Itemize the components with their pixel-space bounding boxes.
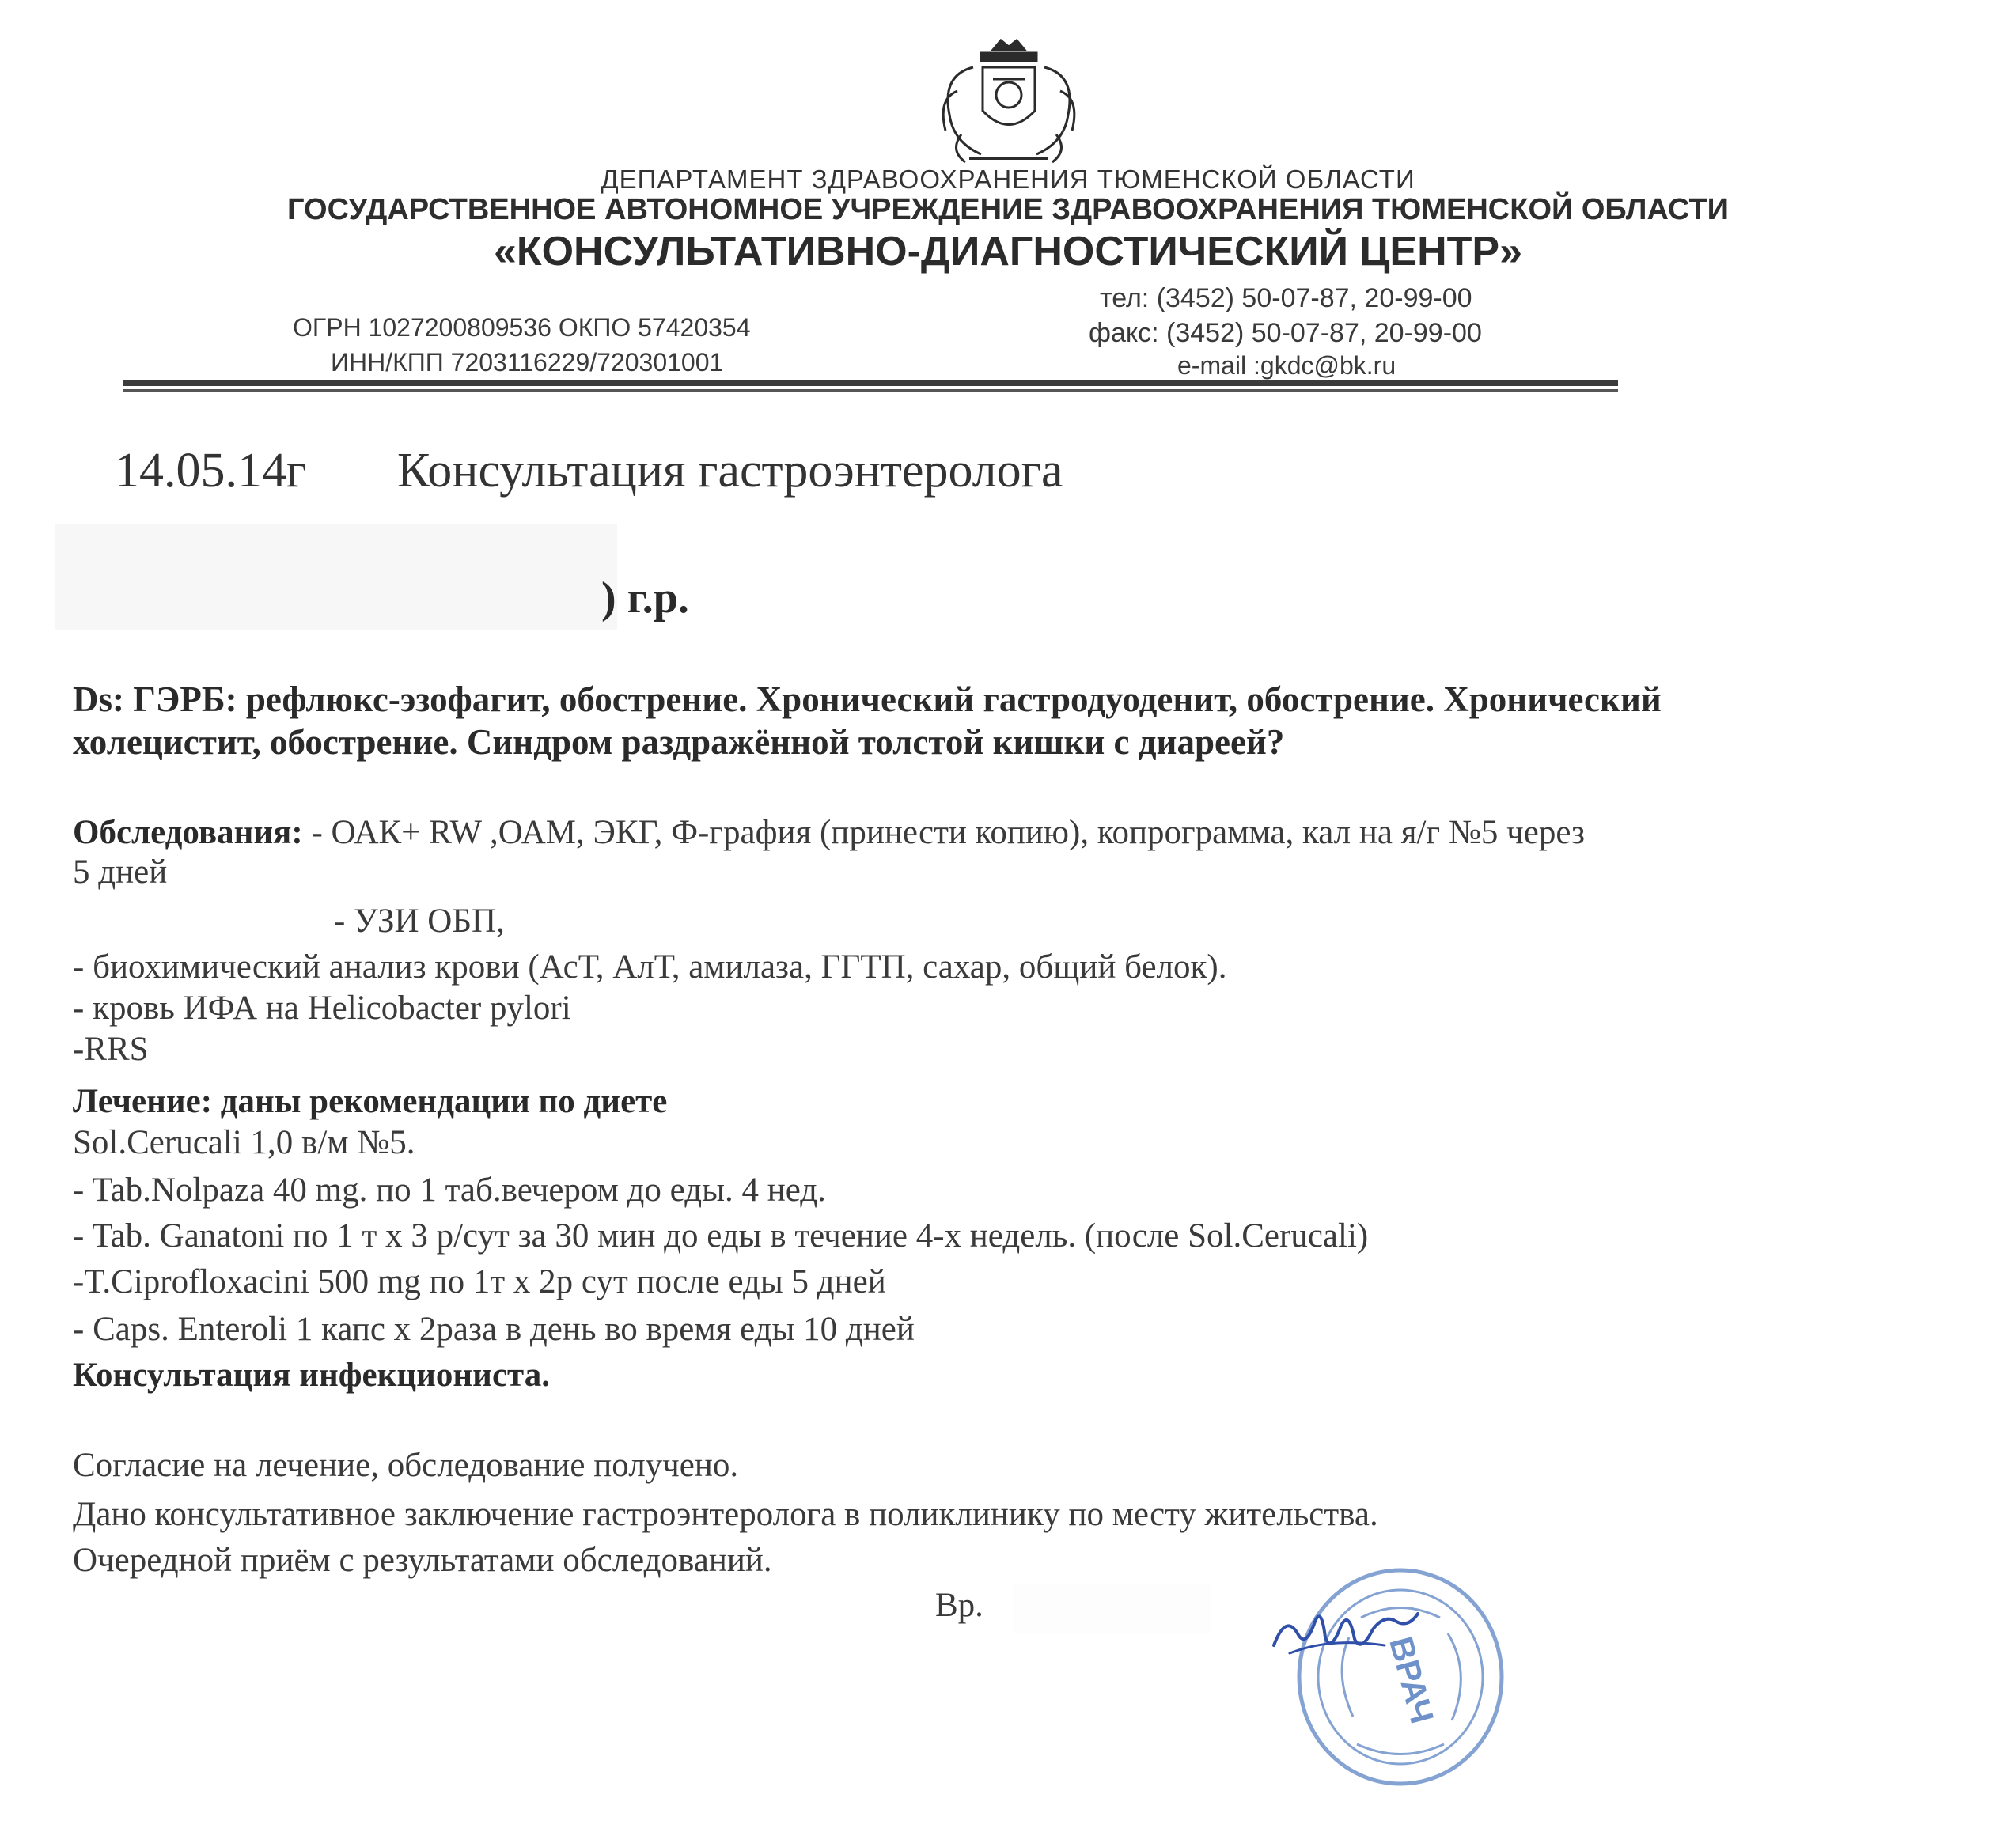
patient-name-redaction	[55, 524, 617, 630]
patient-birth-year: ) г.р.	[601, 573, 689, 623]
treatment-line: - Tab.Nolpaza 40 mg. по 1 таб.вечером до еды. 4 нед.	[73, 1171, 826, 1209]
diagnosis-line: холецистит, обострение. Синдром раздражённой толстой кишки с диареей?	[73, 722, 1285, 762]
exams-first-item: - ОАК+ RW ,ОАМ, ЭКГ, Ф-графия (принести копию), копрограмма, кал на я/г №5 через	[302, 814, 1585, 851]
consultation-date: 14.05.14г	[115, 444, 307, 498]
exams-line: - УЗИ ОБП,	[334, 903, 505, 940]
treatment-line: -T.Ciprofloxacini 500 mg по 1т х 2р сут после еды 5 дней	[73, 1263, 886, 1300]
closing-line: Согласие на лечение, обследование получено.	[73, 1447, 739, 1484]
treatment-heading: Лечение: даны рекомендации по диете	[73, 1083, 668, 1120]
inn-kpp: ИНН/КПП 7203116229/720301001	[331, 348, 724, 377]
stamp-label: ВРАЧ	[1382, 1633, 1442, 1728]
institution-name: ГОСУДАРСТВЕННОЕ АВТОНОМНОЕ УЧРЕЖДЕНИЕ ЗДРАВООХРАНЕНИЯ ТЮМЕНСКОЙ ОБЛАСТИ	[287, 193, 1729, 226]
header-divider	[123, 380, 1618, 386]
coat-of-arms-emblem	[926, 36, 1092, 174]
treatment-line: - Caps. Enteroli 1 капс х 2раза в день во время еды 10 дней	[73, 1311, 915, 1348]
header-divider-thin	[123, 389, 1618, 392]
treatment-line: - Tab. Ganatoni по 1 т х 3 р/сут за 30 мин до еды в течение 4-х недель. (после Sol.Cerucali)	[73, 1217, 1369, 1255]
closing-line: Очередной приём с результатами обследований.	[73, 1542, 772, 1579]
exams-line: 5 дней	[73, 854, 168, 891]
doctor-label: Вр.	[935, 1587, 983, 1624]
treatment-line: Sol.Cerucali 1,0 в/м №5.	[73, 1124, 415, 1161]
infectionist-referral: Консультация инфекциониста.	[73, 1357, 550, 1394]
exams-line: - биохимический анализ крови (АсТ, АлТ, амилаза, ГГТП, сахар, общий белок).	[73, 948, 1227, 986]
document-title: Консультация гастроэнтеролога	[397, 444, 1063, 498]
redaction-box	[241, 278, 851, 307]
exams-line	[73, 813, 1585, 852]
exams-line: -RRS	[73, 1031, 149, 1068]
center-name: «КОНСУЛЬТАТИВНО-ДИАГНОСТИЧЕСКИЙ ЦЕНТР»	[493, 229, 1523, 274]
closing-line: Дано консультативное заключение гастроэнтеролога в поликлинику по месту жительства.	[73, 1496, 1378, 1533]
exams-line: - кровь ИФА на Helicobacter pylori	[73, 990, 571, 1027]
phone: тел: (3452) 50-07-87, 20-99-00	[1100, 283, 1472, 313]
ogrn-okpo: ОГРН 1027200809536 ОКПО 57420354	[293, 313, 751, 342]
doctor-signature	[1266, 1590, 1424, 1669]
exams-label: Обследования:	[73, 814, 303, 851]
email: e-mail :gkdc@bk.ru	[1177, 351, 1396, 380]
doctor-name-redaction	[1013, 1584, 1211, 1633]
diagnosis-line: Ds: ГЭРБ: рефлюкс-эзофагит, обострение. Хронический гастродуоденит, обострение. Хронический	[73, 679, 1662, 719]
department-name: ДЕПАРТАМЕНТ ЗДРАВООХРАНЕНИЯ ТЮМЕНСКОЙ ОБЛАСТИ	[601, 165, 1415, 194]
fax: факс: (3452) 50-07-87, 20-99-00	[1089, 318, 1482, 348]
